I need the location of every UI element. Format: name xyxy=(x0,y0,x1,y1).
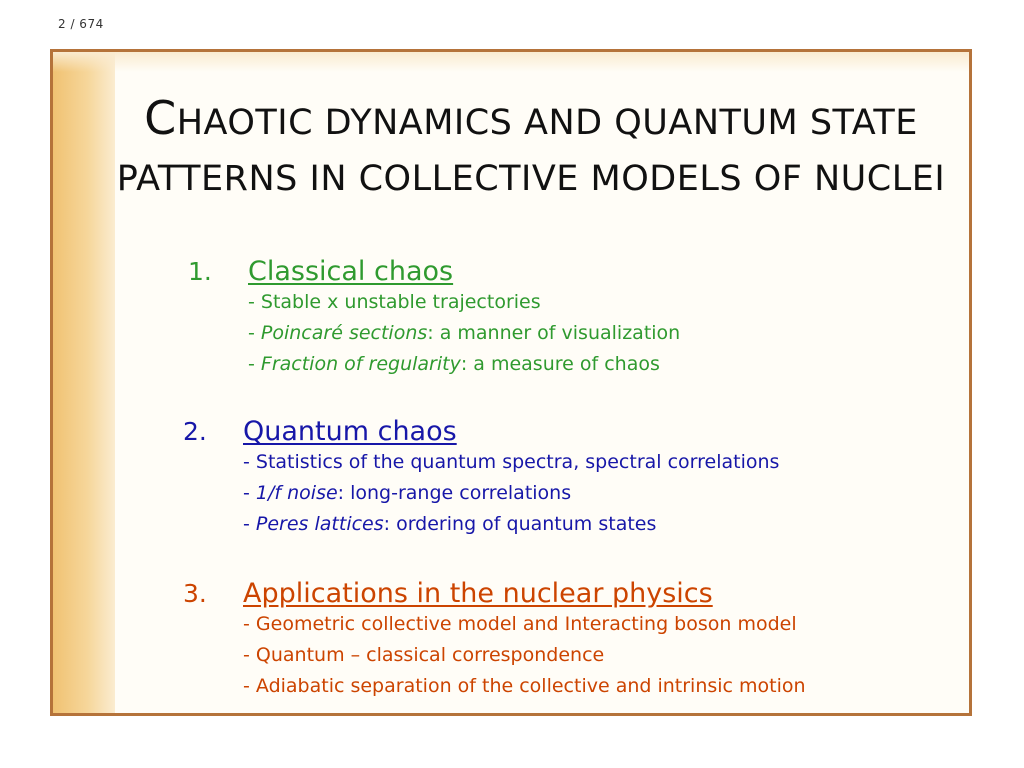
slide-title xyxy=(93,90,969,207)
bullet-emphasis: Poincaré sections xyxy=(260,322,428,344)
bullet-text: Quantum – classical correspondence xyxy=(255,644,605,666)
bullet-emphasis: Peres lattices xyxy=(255,513,384,535)
bullet-text: : long-range correlations xyxy=(337,482,572,504)
bullet-item xyxy=(243,478,779,509)
slide-frame xyxy=(50,49,972,716)
bullet-list xyxy=(248,287,680,380)
bullet-text: : a measure of chaos xyxy=(460,353,660,375)
bullet-emphasis: Fraction of regularity xyxy=(260,353,461,375)
bullet-list xyxy=(243,447,779,540)
bullet-item xyxy=(243,447,779,478)
section-number: 1. xyxy=(188,257,212,286)
bullet-text: : a manner of visualization xyxy=(427,322,681,344)
title-line-1 xyxy=(93,90,969,151)
title-line-1-rest: HAOTIC DYNAMICS AND QUANTUM STATE xyxy=(176,103,918,143)
bullet-text: : ordering of quantum states xyxy=(383,513,657,535)
bullet-item xyxy=(248,287,680,318)
bullet-item xyxy=(243,509,779,540)
bullet-prefix: - xyxy=(248,322,261,344)
section-heading-link[interactable]: Quantum chaos xyxy=(243,416,457,447)
bullet-prefix: - xyxy=(248,291,261,313)
decorative-top-glow xyxy=(53,52,969,72)
bullet-prefix: - xyxy=(243,675,256,697)
bullet-text: Stable x unstable trajectories xyxy=(260,291,541,313)
bullet-emphasis: 1/f noise xyxy=(255,482,338,504)
section-classical-chaos xyxy=(188,256,680,380)
page-counter: 2 / 674 xyxy=(58,17,104,31)
bullet-item xyxy=(248,349,680,380)
section-heading-row xyxy=(188,256,680,287)
section-heading-row xyxy=(183,416,779,447)
bullet-text: Geometric collective model and Interacting boson model xyxy=(255,613,797,635)
bullet-item xyxy=(248,318,680,349)
bullet-prefix: - xyxy=(243,451,256,473)
bullet-item xyxy=(243,640,806,671)
bullet-text: Adiabatic separation of the collective and intrinsic motion xyxy=(255,675,806,697)
section-heading-link[interactable]: Applications in the nuclear physics xyxy=(243,578,713,609)
bullet-item xyxy=(243,609,806,640)
bullet-item xyxy=(243,671,806,702)
section-quantum-chaos xyxy=(183,416,779,540)
bullet-prefix: - xyxy=(243,644,256,666)
section-heading-link[interactable]: Classical chaos xyxy=(248,256,454,287)
bullet-prefix: - xyxy=(248,353,261,375)
section-number: 2. xyxy=(183,417,207,446)
section-applications xyxy=(183,578,806,702)
section-heading-row xyxy=(183,578,806,609)
section-number: 3. xyxy=(183,579,207,608)
bullet-prefix: - xyxy=(243,482,256,504)
bullet-prefix: - xyxy=(243,613,256,635)
title-first-letter: C xyxy=(144,91,177,145)
bullet-list xyxy=(243,609,806,702)
title-line-2: PATTERNS IN COLLECTIVE MODELS OF NUCLEI xyxy=(116,159,946,199)
bullet-prefix: - xyxy=(243,513,256,535)
bullet-text: Statistics of the quantum spectra, spectral correlations xyxy=(255,451,780,473)
